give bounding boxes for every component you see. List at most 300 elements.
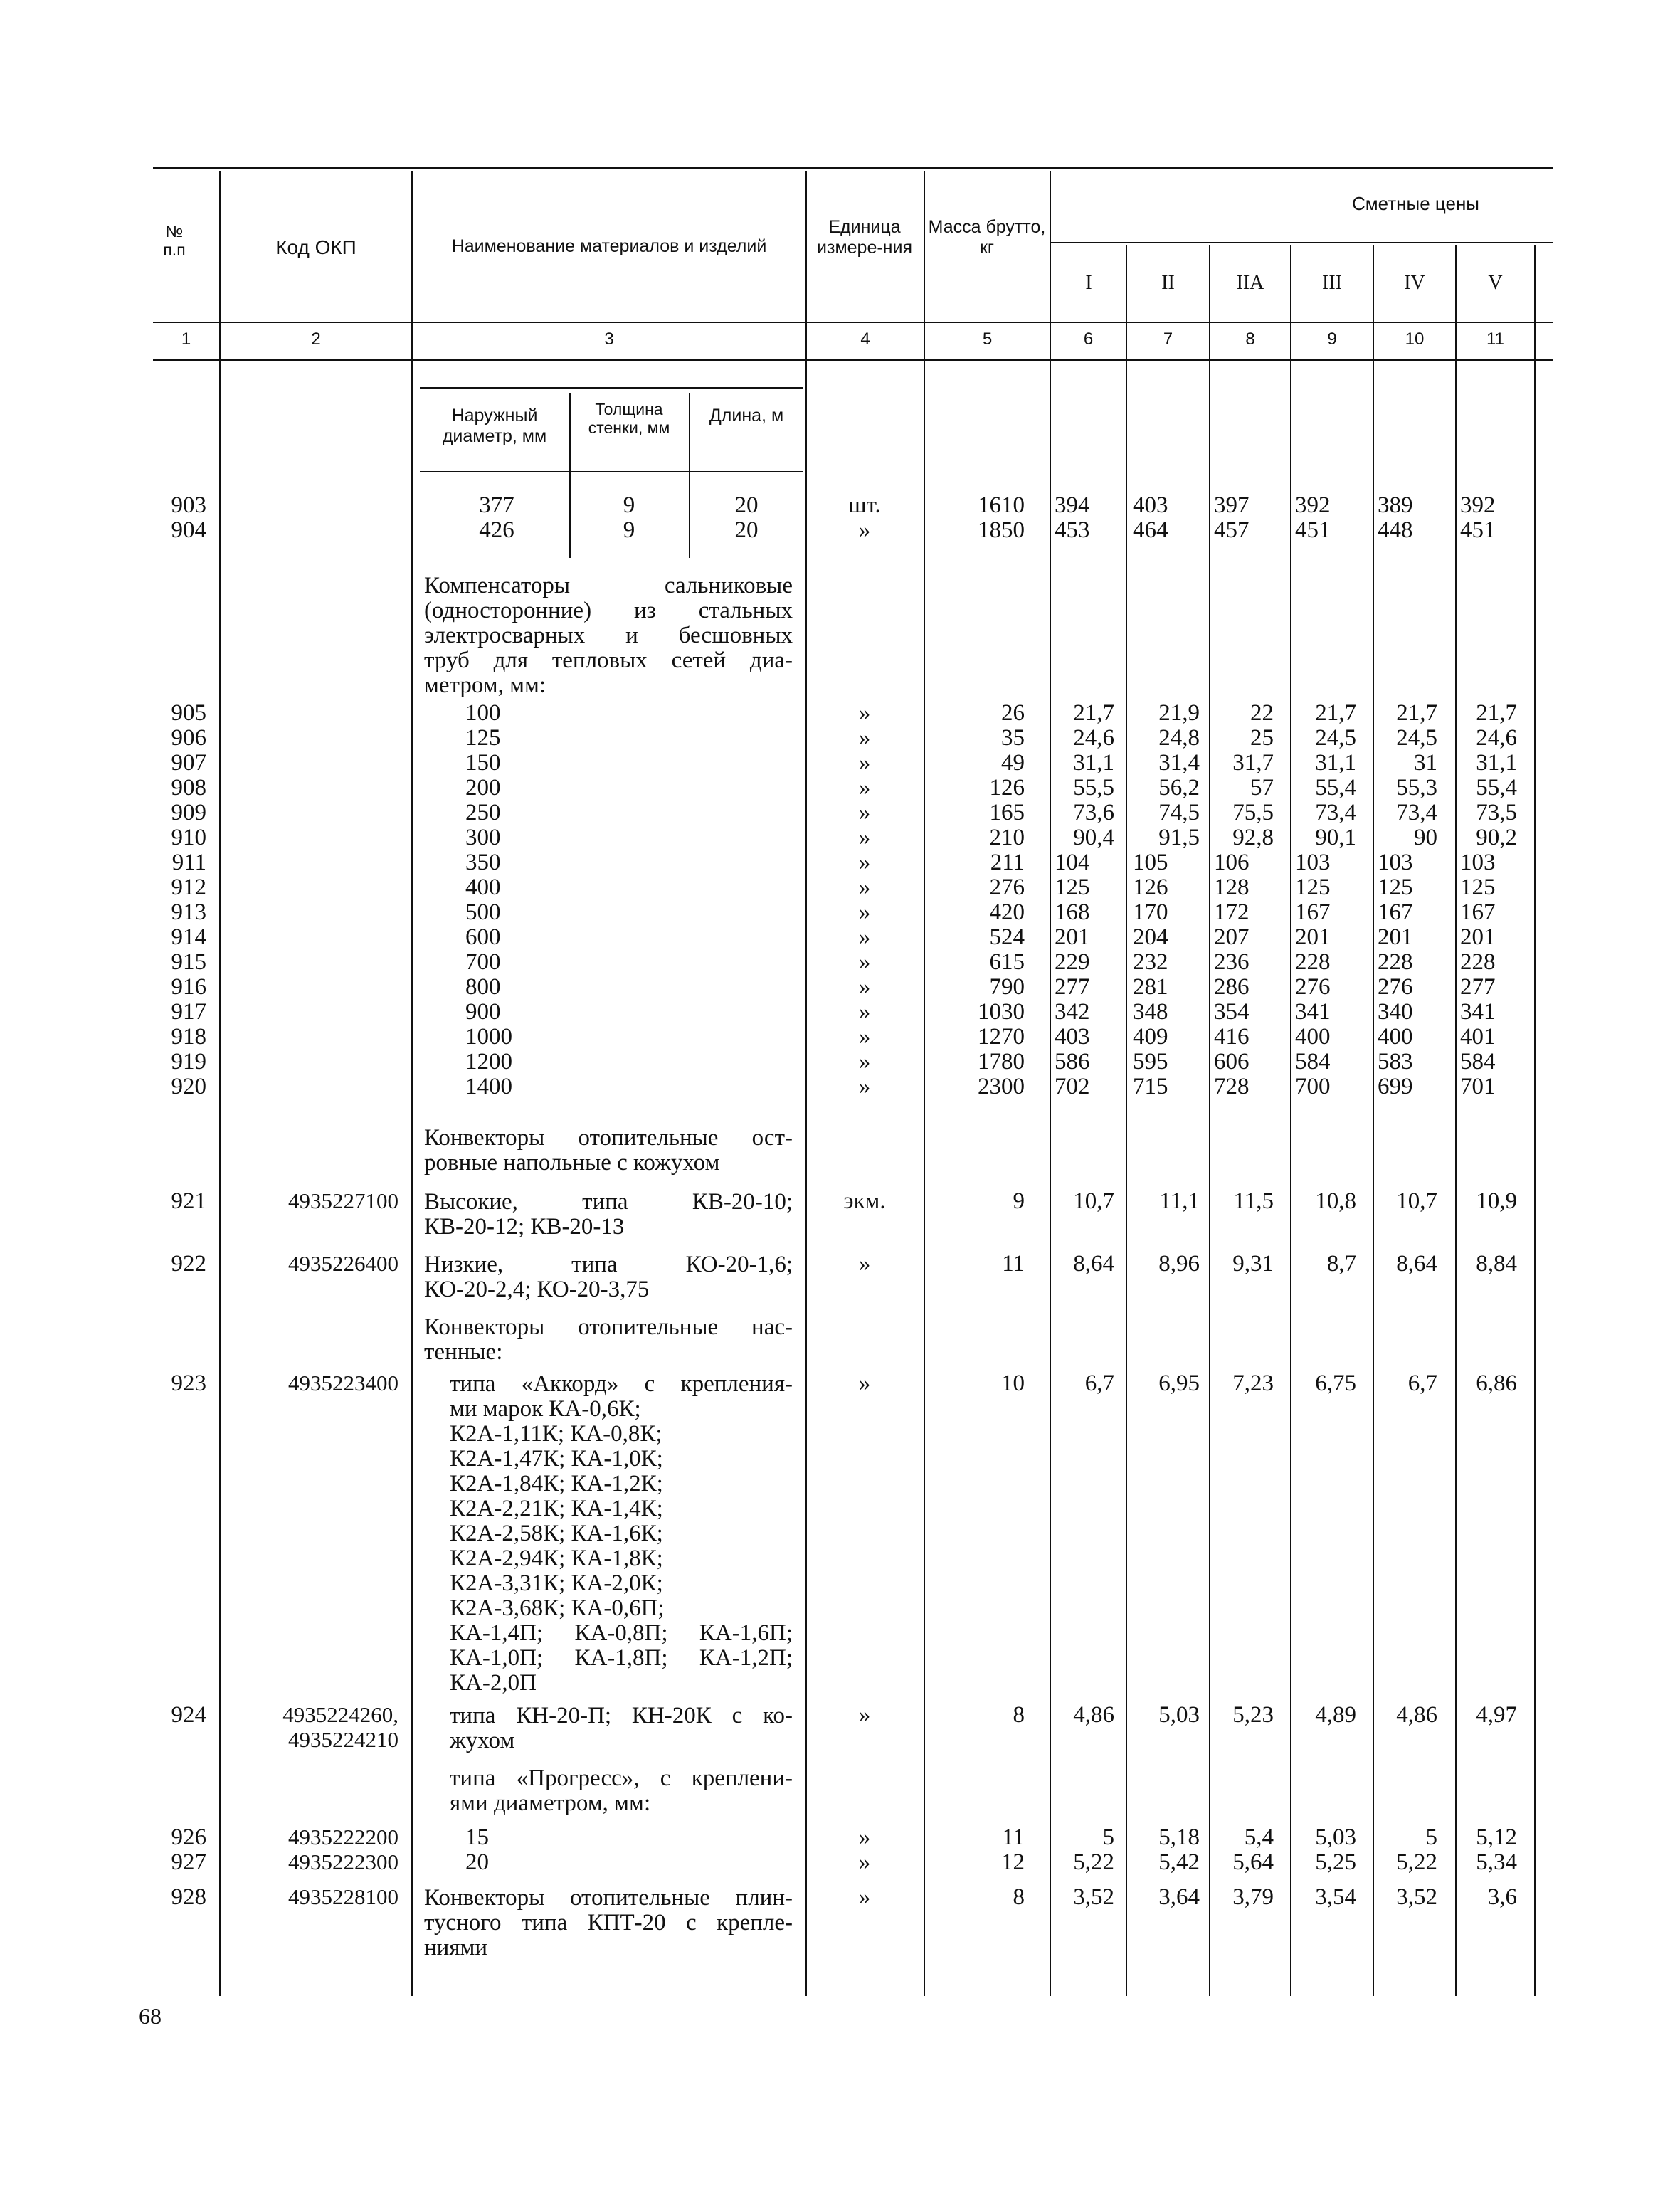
item-name: К2А-2,58К; КА-1,6К; xyxy=(450,1521,663,1546)
mass-value: 126 xyxy=(989,775,1025,801)
zone-header: II xyxy=(1161,272,1175,294)
price-value: 228 xyxy=(1460,949,1496,975)
unit-value: » xyxy=(858,850,871,875)
price-value: 702 xyxy=(1055,1074,1090,1099)
unit-value: » xyxy=(858,999,871,1025)
price-value: 90,1 xyxy=(1315,825,1356,850)
row-number: 927 xyxy=(171,1849,206,1875)
price-value: 10,7 xyxy=(1073,1188,1114,1214)
unit-value: » xyxy=(858,1702,871,1728)
price-value: 584 xyxy=(1295,1049,1331,1074)
item-name: ми марок КА-0,6К; xyxy=(450,1396,641,1422)
row-number: 917 xyxy=(171,999,206,1025)
subheader-length: Длина, м xyxy=(709,406,784,426)
item-name: К2А-3,68К; КА-0,6П; xyxy=(450,1595,665,1621)
unit-value: » xyxy=(858,1825,871,1850)
price-value: 403 xyxy=(1055,1024,1090,1050)
price-value: 397 xyxy=(1214,492,1250,518)
price-value: 8,96 xyxy=(1158,1251,1200,1277)
unit-value: экм. xyxy=(843,1188,886,1214)
header-name: Наименование материалов и изделий xyxy=(451,236,767,256)
price-value: 57 xyxy=(1250,775,1274,801)
pipe-diameter: 377 xyxy=(479,492,514,518)
price-value: 3,6 xyxy=(1487,1884,1517,1910)
row-number: 913 xyxy=(171,899,206,925)
price-value: 201 xyxy=(1055,924,1090,950)
price-value: 701 xyxy=(1460,1074,1496,1099)
item-name: 900 xyxy=(465,999,501,1025)
price-value: 715 xyxy=(1133,1074,1168,1099)
price-value: 128 xyxy=(1214,875,1250,900)
price-value: 21,7 xyxy=(1476,700,1517,726)
item-name: 500 xyxy=(465,899,501,925)
column-number: 10 xyxy=(1405,329,1425,349)
price-value: 24,5 xyxy=(1315,725,1356,751)
item-name: 300 xyxy=(465,825,501,850)
column-number: 5 xyxy=(982,329,993,349)
price-value: 167 xyxy=(1295,899,1331,925)
item-name: 150 xyxy=(465,750,501,776)
price-value: 392 xyxy=(1295,492,1331,518)
price-value: 5 xyxy=(1425,1825,1437,1850)
unit-value: » xyxy=(858,517,871,543)
price-value: 4,97 xyxy=(1476,1702,1517,1728)
group-title: Конвекторы отопительные ост- xyxy=(424,1125,793,1151)
row-number: 918 xyxy=(171,1024,206,1050)
row-number: 924 xyxy=(171,1702,206,1728)
zone-header: IV xyxy=(1404,272,1425,294)
column-number: 8 xyxy=(1245,329,1255,349)
price-value: 6,95 xyxy=(1158,1371,1200,1396)
price-value: 126 xyxy=(1133,875,1168,900)
item-name: типа «Аккорд» с крепления- xyxy=(450,1371,793,1397)
price-value: 448 xyxy=(1378,517,1413,543)
price-value: 5,12 xyxy=(1476,1825,1517,1850)
column-number: 6 xyxy=(1083,329,1094,349)
row-number: 910 xyxy=(171,825,206,850)
price-value: 56,2 xyxy=(1158,775,1200,801)
price-value: 228 xyxy=(1378,949,1413,975)
zone-header: III xyxy=(1322,272,1342,294)
price-value: 277 xyxy=(1055,974,1090,1000)
price-value: 24,8 xyxy=(1158,725,1200,751)
price-value: 90,2 xyxy=(1476,825,1517,850)
price-value: 125 xyxy=(1295,875,1331,900)
item-name: КА-1,0П; КА-1,8П; КА-1,2П; xyxy=(450,1645,793,1671)
price-value: 73,5 xyxy=(1476,800,1517,825)
price-value: 24,6 xyxy=(1073,725,1114,751)
price-value: 6,7 xyxy=(1084,1371,1114,1396)
price-value: 409 xyxy=(1133,1024,1168,1050)
item-name: 1200 xyxy=(465,1049,512,1074)
unit-value: » xyxy=(858,775,871,801)
subheader-wall-thickness: Толщина стенки, мм xyxy=(588,400,670,438)
price-value: 201 xyxy=(1295,924,1331,950)
row-number: 926 xyxy=(171,1825,206,1850)
header-okp-code: Код ОКП xyxy=(275,236,356,258)
item-name: 600 xyxy=(465,924,501,950)
mass-value: 420 xyxy=(989,899,1025,925)
unit-value: шт. xyxy=(848,492,881,518)
item-name: типа КН-20-П; КН-20К с ко- xyxy=(450,1703,793,1728)
unit-value: » xyxy=(858,750,871,776)
subheader-outer-diameter: Наружный диаметр, мм xyxy=(442,406,547,446)
price-value: 8,84 xyxy=(1476,1251,1517,1277)
group-title: Компенсаторы сальниковые xyxy=(424,573,793,598)
unit-value: » xyxy=(858,725,871,751)
price-value: 75,5 xyxy=(1232,800,1274,825)
okp-code: 4935224260, xyxy=(282,1702,398,1727)
price-value: 24,6 xyxy=(1476,725,1517,751)
item-name: 125 xyxy=(465,725,501,751)
column-number: 2 xyxy=(311,329,321,349)
column-number: 4 xyxy=(860,329,870,349)
item-name: 1400 xyxy=(465,1074,512,1099)
row-number: 920 xyxy=(171,1074,206,1099)
okp-code: 4935224210 xyxy=(288,1727,398,1752)
price-value: 10,7 xyxy=(1396,1188,1437,1214)
mass-value: 11 xyxy=(1002,1251,1025,1277)
mass-value: 26 xyxy=(1001,700,1025,726)
group-title: электросварных и бесшовных xyxy=(424,623,793,648)
price-value: 4,86 xyxy=(1073,1702,1114,1728)
row-number: 911 xyxy=(171,850,206,875)
price-value: 340 xyxy=(1378,999,1413,1025)
price-value: 3,64 xyxy=(1158,1884,1200,1910)
price-value: 281 xyxy=(1133,974,1168,1000)
item-name: ниями xyxy=(424,1935,488,1960)
column-number: 9 xyxy=(1327,329,1337,349)
unit-value: » xyxy=(858,1024,871,1050)
price-value: 5,34 xyxy=(1476,1849,1517,1875)
mass-value: 10 xyxy=(1001,1371,1025,1396)
item-name: К2А-1,11К; КА-0,8К; xyxy=(450,1421,662,1447)
item-name: КА-1,4П; КА-0,8П; КА-1,6П; xyxy=(450,1620,793,1646)
group-title: метром, мм: xyxy=(424,672,546,698)
unit-value: » xyxy=(858,1849,871,1875)
price-value: 6,7 xyxy=(1407,1371,1437,1396)
price-value: 55,3 xyxy=(1396,775,1437,801)
price-value: 125 xyxy=(1055,875,1090,900)
item-name: 350 xyxy=(465,850,501,875)
price-value: 8,64 xyxy=(1396,1251,1437,1277)
okp-code: 4935222300 xyxy=(288,1849,398,1874)
price-value: 699 xyxy=(1378,1074,1413,1099)
okp-code: 4935226400 xyxy=(288,1251,398,1276)
item-name: 700 xyxy=(465,949,501,975)
mass-value: 8 xyxy=(1013,1884,1025,1910)
price-value: 6,86 xyxy=(1476,1371,1517,1396)
price-value: 10,9 xyxy=(1476,1188,1517,1214)
price-value: 354 xyxy=(1214,999,1250,1025)
unit-value: » xyxy=(858,1049,871,1074)
price-value: 3,52 xyxy=(1073,1884,1114,1910)
price-value: 451 xyxy=(1295,517,1331,543)
unit-value: » xyxy=(858,924,871,950)
price-value: 403 xyxy=(1133,492,1168,518)
price-value: 389 xyxy=(1378,492,1413,518)
item-name: К2А-1,47К; КА-1,0К; xyxy=(450,1446,663,1472)
price-value: 286 xyxy=(1214,974,1250,1000)
price-value: 595 xyxy=(1133,1049,1168,1074)
row-number: 922 xyxy=(171,1251,206,1277)
price-value: 3,79 xyxy=(1232,1884,1274,1910)
row-number: 923 xyxy=(171,1371,206,1396)
price-value: 394 xyxy=(1055,492,1090,518)
price-value: 416 xyxy=(1214,1024,1250,1050)
mass-value: 11 xyxy=(1002,1825,1025,1850)
price-value: 586 xyxy=(1055,1049,1090,1074)
zone-header: IIA xyxy=(1236,272,1264,294)
price-value: 31,7 xyxy=(1232,750,1274,776)
group-title: труб для тепловых сетей диа- xyxy=(424,648,793,673)
price-value: 5 xyxy=(1102,1825,1114,1850)
price-value: 453 xyxy=(1055,517,1090,543)
group-title: ровные напольные с кожухом xyxy=(424,1150,720,1176)
group-title: (односторонние) из стальных xyxy=(424,598,793,623)
row-number: 921 xyxy=(171,1188,206,1214)
price-value: 606 xyxy=(1214,1049,1250,1074)
mass-value: 211 xyxy=(990,850,1025,875)
price-value: 392 xyxy=(1460,492,1496,518)
price-value: 168 xyxy=(1055,899,1090,925)
item-name: жухом xyxy=(450,1728,515,1753)
item-name: К2А-3,31К; КА-2,0К; xyxy=(450,1570,663,1596)
price-value: 228 xyxy=(1295,949,1331,975)
unit-value: » xyxy=(858,1371,871,1396)
price-value: 103 xyxy=(1460,850,1496,875)
item-name: КА-2,0П xyxy=(450,1670,537,1696)
price-value: 201 xyxy=(1460,924,1496,950)
row-number: 904 xyxy=(171,517,206,543)
mass-value: 1780 xyxy=(978,1049,1025,1074)
mass-value: 1850 xyxy=(978,517,1025,543)
okp-code: 4935228100 xyxy=(288,1884,398,1909)
row-number: 915 xyxy=(171,949,206,975)
group-title: типа «Прогресс», с креплени- xyxy=(450,1765,793,1791)
header-unit: Единица измере-ния xyxy=(817,217,912,258)
price-value: 341 xyxy=(1460,999,1496,1025)
pipe-wall-thickness: 9 xyxy=(623,517,635,543)
price-value: 236 xyxy=(1214,949,1250,975)
column-number: 11 xyxy=(1486,329,1504,349)
price-value: 73,6 xyxy=(1073,800,1114,825)
mass-value: 12 xyxy=(1001,1849,1025,1875)
pipe-wall-thickness: 9 xyxy=(623,492,635,518)
price-value: 106 xyxy=(1214,850,1250,875)
mass-value: 1030 xyxy=(978,999,1025,1025)
price-value: 103 xyxy=(1295,850,1331,875)
mass-value: 524 xyxy=(989,924,1025,950)
pipe-diameter: 426 xyxy=(479,517,514,543)
mass-value: 165 xyxy=(989,800,1025,825)
price-value: 24,5 xyxy=(1396,725,1437,751)
price-value: 4,86 xyxy=(1396,1702,1437,1728)
price-value: 103 xyxy=(1378,850,1413,875)
row-number: 907 xyxy=(171,750,206,776)
price-value: 5,25 xyxy=(1315,1849,1356,1875)
item-name: 800 xyxy=(465,974,501,1000)
price-value: 8,7 xyxy=(1326,1251,1356,1277)
price-value: 170 xyxy=(1133,899,1168,925)
price-value: 201 xyxy=(1378,924,1413,950)
group-title: Конвекторы отопительные нас- xyxy=(424,1314,793,1340)
unit-value: » xyxy=(858,899,871,925)
price-value: 6,75 xyxy=(1315,1371,1356,1396)
column-number: 3 xyxy=(604,329,614,349)
item-name: КВ-20-12; КВ-20-13 xyxy=(424,1214,625,1240)
unit-value: » xyxy=(858,974,871,1000)
item-name: КО-20-2,4; КО-20-3,75 xyxy=(424,1277,650,1302)
price-value: 167 xyxy=(1378,899,1413,925)
group-title: ями диаметром, мм: xyxy=(450,1790,651,1816)
price-value: 3,54 xyxy=(1315,1884,1356,1910)
price-value: 21,9 xyxy=(1158,700,1200,726)
item-name: 250 xyxy=(465,800,501,825)
unit-value: » xyxy=(858,949,871,975)
price-value: 276 xyxy=(1295,974,1331,1000)
row-number: 905 xyxy=(171,700,206,726)
group-title: тенные: xyxy=(424,1339,503,1365)
price-value: 31,1 xyxy=(1476,750,1517,776)
item-name: К2А-2,21К; КА-1,4К; xyxy=(450,1496,663,1521)
header-mass: Масса брутто, кг xyxy=(928,217,1046,258)
row-number: 919 xyxy=(171,1049,206,1074)
price-value: 207 xyxy=(1214,924,1250,950)
item-name: К2А-2,94К; КА-1,8К; xyxy=(450,1546,663,1571)
page-number: 68 xyxy=(139,2003,162,2029)
price-value: 92,8 xyxy=(1232,825,1274,850)
price-value: 73,4 xyxy=(1396,800,1437,825)
price-value: 4,89 xyxy=(1315,1702,1356,1728)
zone-header: V xyxy=(1488,272,1503,294)
price-value: 31,1 xyxy=(1073,750,1114,776)
price-value: 5,22 xyxy=(1396,1849,1437,1875)
price-value: 204 xyxy=(1133,924,1168,950)
item-name: 400 xyxy=(465,875,501,900)
price-value: 125 xyxy=(1378,875,1413,900)
price-value: 348 xyxy=(1133,999,1168,1025)
price-value: 400 xyxy=(1378,1024,1413,1050)
price-value: 172 xyxy=(1214,899,1250,925)
price-value: 31 xyxy=(1414,750,1437,776)
okp-code: 4935227100 xyxy=(288,1188,398,1213)
header-estimated-prices: Сметные цены xyxy=(1352,193,1479,214)
price-value: 232 xyxy=(1133,949,1168,975)
item-name: 100 xyxy=(465,700,501,726)
mass-value: 9 xyxy=(1013,1188,1025,1214)
item-name: 20 xyxy=(465,1849,489,1875)
item-name: Конвекторы отопительные плин- xyxy=(424,1885,793,1911)
price-value: 91,5 xyxy=(1158,825,1200,850)
price-value: 21,7 xyxy=(1073,700,1114,726)
column-number: 1 xyxy=(181,329,191,349)
price-value: 9,31 xyxy=(1232,1251,1274,1277)
okp-code: 4935222200 xyxy=(288,1825,398,1849)
price-value: 5,64 xyxy=(1232,1849,1274,1875)
price-value: 104 xyxy=(1055,850,1090,875)
unit-value: » xyxy=(858,1884,871,1910)
price-value: 3,52 xyxy=(1396,1884,1437,1910)
row-number: 928 xyxy=(171,1884,206,1910)
mass-value: 35 xyxy=(1001,725,1025,751)
unit-value: » xyxy=(858,700,871,726)
price-value: 5,42 xyxy=(1158,1849,1200,1875)
price-value: 276 xyxy=(1378,974,1413,1000)
price-value: 400 xyxy=(1295,1024,1331,1050)
mass-value: 49 xyxy=(1001,750,1025,776)
price-value: 401 xyxy=(1460,1024,1496,1050)
price-value: 31,1 xyxy=(1315,750,1356,776)
price-value: 342 xyxy=(1055,999,1090,1025)
price-value: 5,22 xyxy=(1073,1849,1114,1875)
unit-value: » xyxy=(858,1074,871,1099)
price-value: 90 xyxy=(1414,825,1437,850)
price-value: 21,7 xyxy=(1315,700,1356,726)
column-number: 7 xyxy=(1163,329,1173,349)
price-value: 125 xyxy=(1460,875,1496,900)
mass-value: 790 xyxy=(989,974,1025,1000)
unit-value: » xyxy=(858,800,871,825)
price-value: 5,03 xyxy=(1158,1702,1200,1728)
price-value: 10,8 xyxy=(1315,1188,1356,1214)
price-value: 11,5 xyxy=(1233,1188,1274,1214)
row-number: 903 xyxy=(171,492,206,518)
item-name: 1000 xyxy=(465,1024,512,1050)
price-value: 90,4 xyxy=(1073,825,1114,850)
okp-code: 4935223400 xyxy=(288,1371,398,1395)
price-value: 25 xyxy=(1250,725,1274,751)
price-value: 73,4 xyxy=(1315,800,1356,825)
price-value: 277 xyxy=(1460,974,1496,1000)
price-value: 105 xyxy=(1133,850,1168,875)
row-number: 916 xyxy=(171,974,206,1000)
mass-value: 615 xyxy=(989,949,1025,975)
price-value: 464 xyxy=(1133,517,1168,543)
price-value: 584 xyxy=(1460,1049,1496,1074)
price-value: 457 xyxy=(1214,517,1250,543)
pipe-length: 20 xyxy=(734,492,759,518)
mass-value: 2300 xyxy=(978,1074,1025,1099)
price-value: 5,03 xyxy=(1315,1825,1356,1850)
price-value: 55,4 xyxy=(1476,775,1517,801)
row-number: 914 xyxy=(171,924,206,950)
row-number: 909 xyxy=(171,800,206,825)
pipe-length: 20 xyxy=(734,517,759,543)
price-value: 229 xyxy=(1055,949,1090,975)
unit-value: » xyxy=(858,875,871,900)
price-value: 583 xyxy=(1378,1049,1413,1074)
price-value: 7,23 xyxy=(1232,1371,1274,1396)
price-value: 11,1 xyxy=(1159,1188,1200,1214)
row-number: 912 xyxy=(171,875,206,900)
row-number: 906 xyxy=(171,725,206,751)
price-value: 167 xyxy=(1460,899,1496,925)
unit-value: » xyxy=(858,825,871,850)
mass-value: 1270 xyxy=(978,1024,1025,1050)
price-value: 700 xyxy=(1295,1074,1331,1099)
header-number: № п.п xyxy=(163,222,186,260)
price-value: 31,4 xyxy=(1158,750,1200,776)
item-name: Низкие, типа КО-20-1,6; xyxy=(424,1252,793,1277)
price-value: 5,4 xyxy=(1244,1825,1274,1850)
item-name: 15 xyxy=(465,1825,489,1850)
price-value: 22 xyxy=(1250,700,1274,726)
price-value: 55,4 xyxy=(1315,775,1356,801)
mass-value: 8 xyxy=(1013,1702,1025,1728)
price-value: 728 xyxy=(1214,1074,1250,1099)
item-name: Высокие, типа КВ-20-10; xyxy=(424,1189,793,1215)
